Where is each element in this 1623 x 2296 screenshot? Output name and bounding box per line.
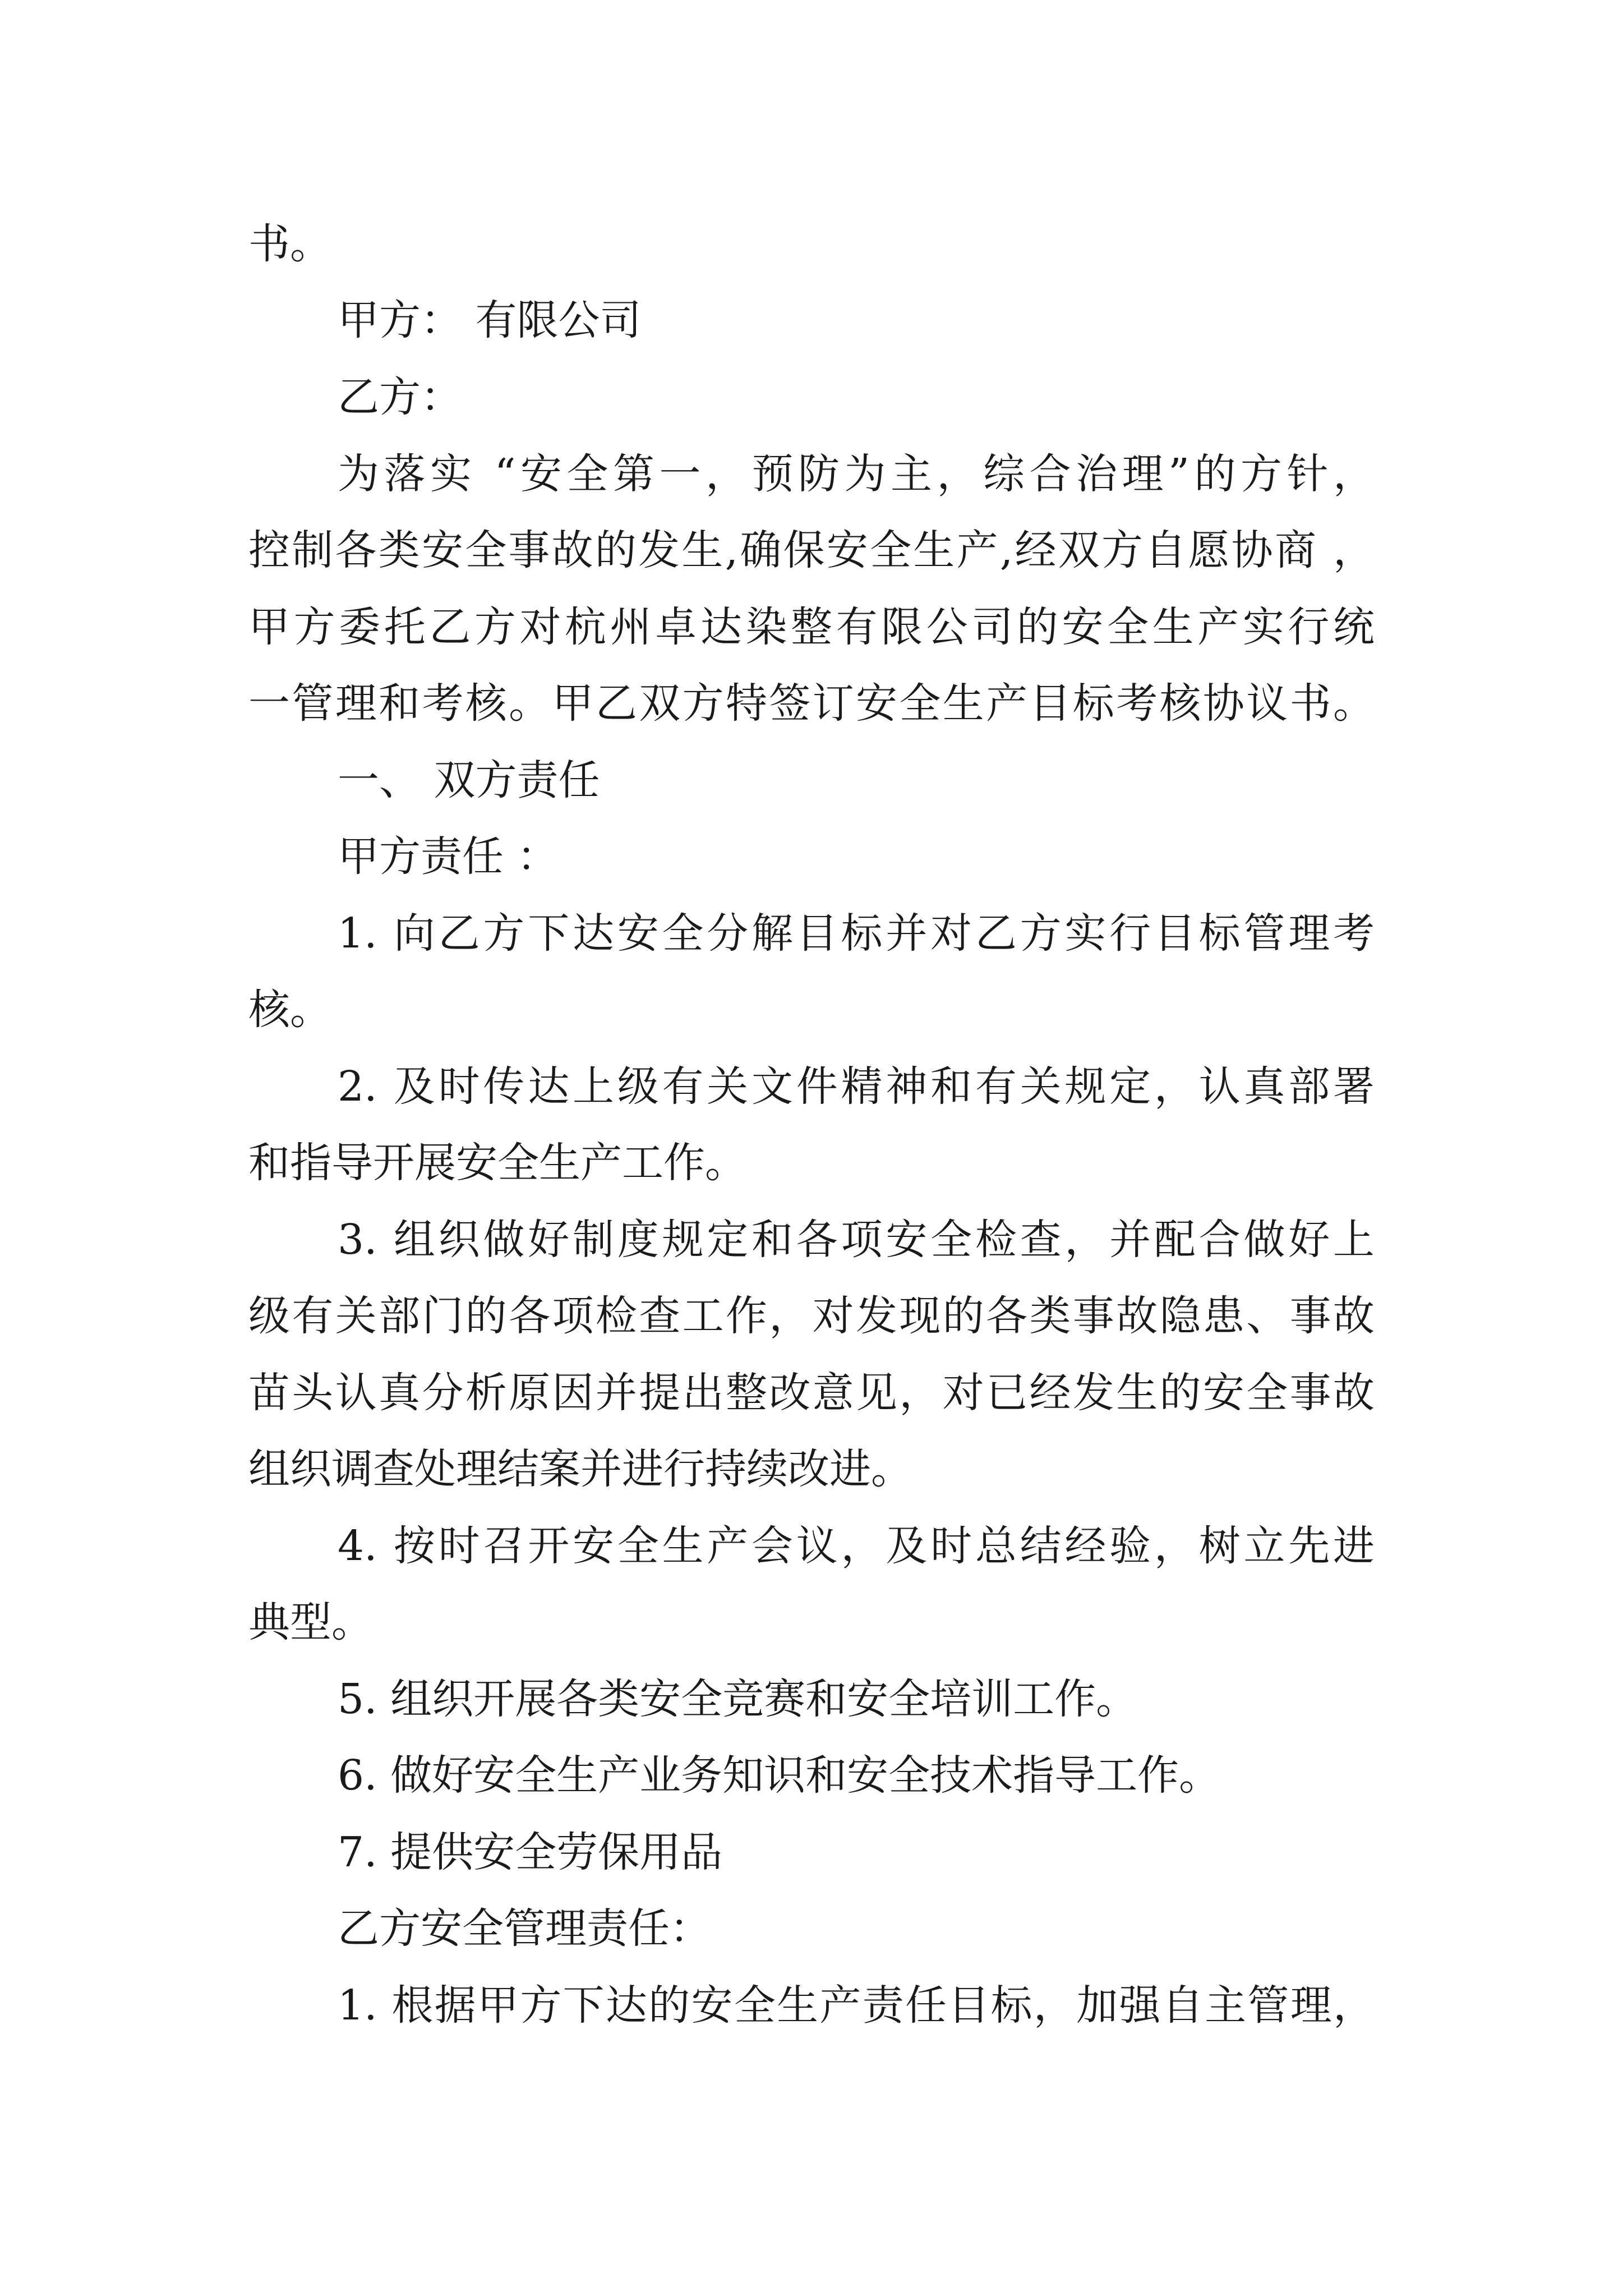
text-line: 为落实 “安全第一，预防为主，综合治理”的方针， (338, 450, 1375, 498)
text-line: 典型。 (248, 1598, 373, 1646)
text-line: 7. 提供安全劳保用品 (338, 1828, 723, 1876)
text-line: 甲方委托乙方对杭州卓达染整有限公司的安全生产实行统 (248, 603, 1375, 651)
text-line: 乙方： (338, 373, 462, 421)
text-line: 一、 双方责任 (338, 756, 600, 804)
text-line: 书。 (248, 220, 331, 268)
text-line: 甲方责任 ： (338, 832, 559, 881)
text-line: 6. 做好安全生产业务知识和安全技术指导工作。 (338, 1751, 1221, 1800)
text-line: 甲方： 有限公司 (338, 296, 642, 344)
text-line: 组织调查处理结案并进行持续改进。 (248, 1445, 912, 1493)
text-line: 核。 (248, 986, 331, 1034)
text-line: 2. 及时传达上级有关文件精神和有关规定，认真部署 (338, 1062, 1375, 1111)
text-line: 4. 按时召开安全生产会议，及时总结经验，树立先进 (338, 1522, 1375, 1570)
text-line: 1. 向乙方下达安全分解目标并对乙方实行目标管理考 (338, 909, 1375, 958)
text-line: 一管理和考核。甲乙双方特签订安全生产目标考核协议书。 (248, 679, 1375, 728)
text-line: 和指导开展安全生产工作。 (248, 1139, 746, 1187)
text-line: 苗头认真分析原因并提出整改意见，对已经发生的安全事故 (248, 1369, 1375, 1417)
text-line: 乙方安全管理责任： (338, 1904, 711, 1953)
text-line: 1. 根据甲方下达的安全生产责任目标，加强自主管理， (338, 1981, 1375, 2030)
text-line: 3. 组织做好制度规定和各项安全检查，并配合做好上 (338, 1216, 1375, 1264)
text-line: 5. 组织开展各类安全竞赛和安全培训工作。 (338, 1675, 1138, 1723)
text-line: 控制各类安全事故的发生,确保安全生产,经双方自愿协商 ， (248, 526, 1375, 574)
text-line: 级有关部门的各项检查工作，对发现的各类事故隐患、事故 (248, 1292, 1375, 1340)
